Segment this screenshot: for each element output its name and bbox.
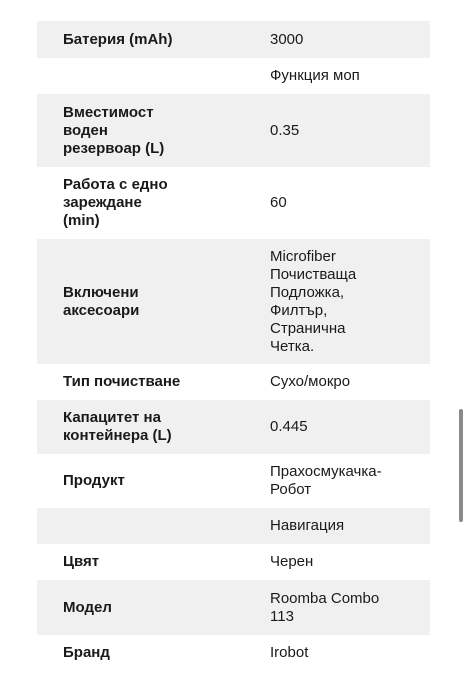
spec-value: Прахосмукачка- Робот [270,463,382,498]
spec-row-brand [37,635,430,671]
specifications-table [37,21,430,671]
spec-label: Включени аксесоари [63,283,140,319]
spec-label: Вместимост воден резервоар (L) [63,103,165,157]
spec-value: Roomba Combo 113 [270,589,380,625]
spec-row-navigation [37,508,430,544]
spec-label: Продукт [63,472,125,489]
spec-value: Функция моп [270,67,360,84]
spec-label: Капацитет на контейнера (L) [63,409,172,444]
spec-row-water-tank [37,94,430,167]
spec-label: Батерия (mAh) [63,30,173,48]
spec-value: 3000 [270,30,304,48]
spec-value: Черен [270,553,314,570]
spec-row-accessories [37,239,430,364]
vertical-scrollbar[interactable] [459,409,463,522]
spec-row-runtime [37,167,430,239]
spec-label: Тип почистване [63,373,181,390]
spec-row-battery [37,21,430,58]
spec-row-mop-function [37,58,430,94]
spec-row-model [37,580,430,635]
spec-label: Работа с едно зареждане (min) [63,176,168,229]
spec-value: 0.35 [270,121,300,139]
spec-row-product [37,454,430,508]
spec-label: Модел [63,598,112,616]
spec-row-color [37,544,430,580]
spec-value: Irobot [270,644,309,661]
spec-row-container-capacity [37,400,430,454]
spec-value: 60 [270,194,287,211]
spec-label: Бранд [63,644,110,661]
spec-value: 0.445 [270,418,308,435]
spec-value: Сухо/мокро [270,373,351,390]
spec-label: Цвят [63,553,100,570]
spec-value: Навигация [270,517,345,534]
spec-value: Microfiber Почистваща Подложка, Филтър, Странична Четка. [270,247,357,355]
spec-row-cleaning-type [37,364,430,400]
